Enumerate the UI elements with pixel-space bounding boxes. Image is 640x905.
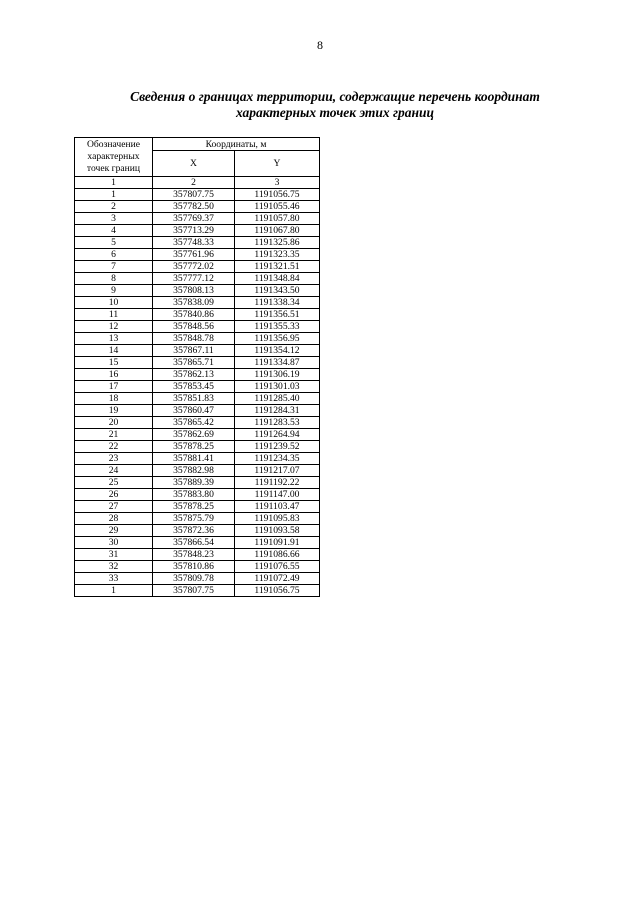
cell-y-coordinate: 1191306.19 [235, 369, 320, 381]
cell-x-coordinate: 357772.02 [153, 261, 235, 273]
header-x: X [153, 151, 235, 177]
cell-point-number: 27 [75, 501, 153, 513]
cell-x-coordinate: 357777.12 [153, 273, 235, 285]
cell-y-coordinate: 1191055.46 [235, 201, 320, 213]
cell-y-coordinate: 1191093.58 [235, 525, 320, 537]
cell-point-number: 15 [75, 357, 153, 369]
cell-point-number: 1 [75, 585, 153, 597]
cell-y-coordinate: 1191301.03 [235, 381, 320, 393]
header-point-designation: Обозначение характерных точек границ [75, 138, 153, 177]
cell-x-coordinate: 357782.50 [153, 201, 235, 213]
cell-x-coordinate: 357808.13 [153, 285, 235, 297]
table-row [75, 453, 320, 465]
cell-point-number: 19 [75, 405, 153, 417]
cell-point-number: 31 [75, 549, 153, 561]
table-row [75, 213, 320, 225]
cell-point-number: 25 [75, 477, 153, 489]
cell-x-coordinate: 357889.39 [153, 477, 235, 489]
cell-y-coordinate: 1191348.84 [235, 273, 320, 285]
cell-x-coordinate: 357865.71 [153, 357, 235, 369]
cell-point-number: 24 [75, 465, 153, 477]
cell-x-coordinate: 357883.80 [153, 489, 235, 501]
table-row [75, 297, 320, 309]
cell-x-coordinate: 357867.11 [153, 345, 235, 357]
cell-point-number: 16 [75, 369, 153, 381]
cell-x-coordinate: 357848.23 [153, 549, 235, 561]
cell-x-coordinate: 357748.33 [153, 237, 235, 249]
cell-point-number: 1 [75, 189, 153, 201]
table-row [75, 357, 320, 369]
cell-point-number: 6 [75, 249, 153, 261]
cell-y-coordinate: 1191086.66 [235, 549, 320, 561]
cell-point-number: 8 [75, 273, 153, 285]
column-number-row [75, 177, 320, 189]
cell-x-coordinate: 357872.36 [153, 525, 235, 537]
cell-y-coordinate: 1191217.07 [235, 465, 320, 477]
table-row [75, 549, 320, 561]
cell-point-number: 21 [75, 429, 153, 441]
cell-x-coordinate: 357865.42 [153, 417, 235, 429]
cell-y-coordinate: 1191056.75 [235, 189, 320, 201]
cell-point-number: 4 [75, 225, 153, 237]
column-number-3: 3 [235, 177, 320, 189]
table-row [75, 585, 320, 597]
table-row [75, 525, 320, 537]
cell-point-number: 14 [75, 345, 153, 357]
cell-y-coordinate: 1191354.12 [235, 345, 320, 357]
cell-x-coordinate: 357848.56 [153, 321, 235, 333]
cell-x-coordinate: 357769.37 [153, 213, 235, 225]
table-row [75, 501, 320, 513]
cell-y-coordinate: 1191076.55 [235, 561, 320, 573]
cell-y-coordinate: 1191264.94 [235, 429, 320, 441]
table-row [75, 333, 320, 345]
table-row [75, 477, 320, 489]
cell-x-coordinate: 357862.69 [153, 429, 235, 441]
cell-x-coordinate: 357851.83 [153, 393, 235, 405]
table-row [75, 273, 320, 285]
cell-y-coordinate: 1191234.35 [235, 453, 320, 465]
cell-y-coordinate: 1191192.22 [235, 477, 320, 489]
cell-y-coordinate: 1191057.80 [235, 213, 320, 225]
cell-x-coordinate: 357875.79 [153, 513, 235, 525]
cell-point-number: 28 [75, 513, 153, 525]
table-body [75, 189, 320, 597]
cell-y-coordinate: 1191356.51 [235, 309, 320, 321]
table-row [75, 321, 320, 333]
cell-x-coordinate: 357848.78 [153, 333, 235, 345]
coordinates-table [74, 137, 320, 597]
table-row [75, 189, 320, 201]
cell-y-coordinate: 1191072.49 [235, 573, 320, 585]
table-row [75, 417, 320, 429]
table-row [75, 537, 320, 549]
cell-y-coordinate: 1191355.33 [235, 321, 320, 333]
cell-point-number: 32 [75, 561, 153, 573]
cell-x-coordinate: 357761.96 [153, 249, 235, 261]
cell-x-coordinate: 357807.75 [153, 189, 235, 201]
table-row [75, 309, 320, 321]
cell-y-coordinate: 1191325.86 [235, 237, 320, 249]
cell-point-number: 18 [75, 393, 153, 405]
header-coordinates: Координаты, м [153, 138, 320, 151]
cell-point-number: 23 [75, 453, 153, 465]
column-number-2: 2 [153, 177, 235, 189]
cell-point-number: 33 [75, 573, 153, 585]
cell-x-coordinate: 357810.86 [153, 561, 235, 573]
header-y: Y [235, 151, 320, 177]
cell-x-coordinate: 357862.13 [153, 369, 235, 381]
cell-x-coordinate: 357881.41 [153, 453, 235, 465]
cell-x-coordinate: 357807.75 [153, 585, 235, 597]
cell-x-coordinate: 357866.54 [153, 537, 235, 549]
cell-point-number: 3 [75, 213, 153, 225]
cell-point-number: 10 [75, 297, 153, 309]
cell-y-coordinate: 1191103.47 [235, 501, 320, 513]
cell-point-number: 2 [75, 201, 153, 213]
column-number-1: 1 [75, 177, 153, 189]
cell-y-coordinate: 1191067.80 [235, 225, 320, 237]
table-row [75, 561, 320, 573]
cell-y-coordinate: 1191343.50 [235, 285, 320, 297]
cell-x-coordinate: 357838.09 [153, 297, 235, 309]
cell-x-coordinate: 357713.29 [153, 225, 235, 237]
table-row [75, 261, 320, 273]
cell-y-coordinate: 1191239.52 [235, 441, 320, 453]
cell-x-coordinate: 357853.45 [153, 381, 235, 393]
cell-y-coordinate: 1191095.83 [235, 513, 320, 525]
table-row [75, 465, 320, 477]
table-row [75, 573, 320, 585]
cell-point-number: 29 [75, 525, 153, 537]
cell-x-coordinate: 357860.47 [153, 405, 235, 417]
table-row [75, 405, 320, 417]
cell-point-number: 22 [75, 441, 153, 453]
cell-y-coordinate: 1191356.95 [235, 333, 320, 345]
table-row [75, 285, 320, 297]
cell-point-number: 17 [75, 381, 153, 393]
table-row [75, 369, 320, 381]
page-number: 8 [317, 38, 323, 52]
table-row [75, 381, 320, 393]
cell-point-number: 13 [75, 333, 153, 345]
table-row [75, 513, 320, 525]
table-row [75, 393, 320, 405]
table-row [75, 489, 320, 501]
cell-y-coordinate: 1191056.75 [235, 585, 320, 597]
cell-y-coordinate: 1191338.34 [235, 297, 320, 309]
table-row [75, 249, 320, 261]
cell-point-number: 5 [75, 237, 153, 249]
cell-y-coordinate: 1191283.53 [235, 417, 320, 429]
cell-point-number: 30 [75, 537, 153, 549]
cell-y-coordinate: 1191285.40 [235, 393, 320, 405]
cell-x-coordinate: 357878.25 [153, 441, 235, 453]
cell-point-number: 11 [75, 309, 153, 321]
cell-y-coordinate: 1191284.31 [235, 405, 320, 417]
cell-y-coordinate: 1191334.87 [235, 357, 320, 369]
cell-point-number: 20 [75, 417, 153, 429]
table-row [75, 201, 320, 213]
cell-x-coordinate: 357878.25 [153, 501, 235, 513]
cell-point-number: 7 [75, 261, 153, 273]
cell-y-coordinate: 1191147.00 [235, 489, 320, 501]
cell-point-number: 26 [75, 489, 153, 501]
table-row [75, 441, 320, 453]
cell-point-number: 12 [75, 321, 153, 333]
cell-x-coordinate: 357809.78 [153, 573, 235, 585]
table-row [75, 345, 320, 357]
table-row [75, 225, 320, 237]
document-title: Сведения о границах территории, содержащие перечень координат характерных точек этих границ [130, 89, 540, 120]
cell-point-number: 9 [75, 285, 153, 297]
table-row [75, 237, 320, 249]
cell-y-coordinate: 1191323.35 [235, 249, 320, 261]
cell-x-coordinate: 357882.98 [153, 465, 235, 477]
cell-y-coordinate: 1191321.51 [235, 261, 320, 273]
cell-y-coordinate: 1191091.91 [235, 537, 320, 549]
table-row [75, 429, 320, 441]
cell-x-coordinate: 357840.86 [153, 309, 235, 321]
